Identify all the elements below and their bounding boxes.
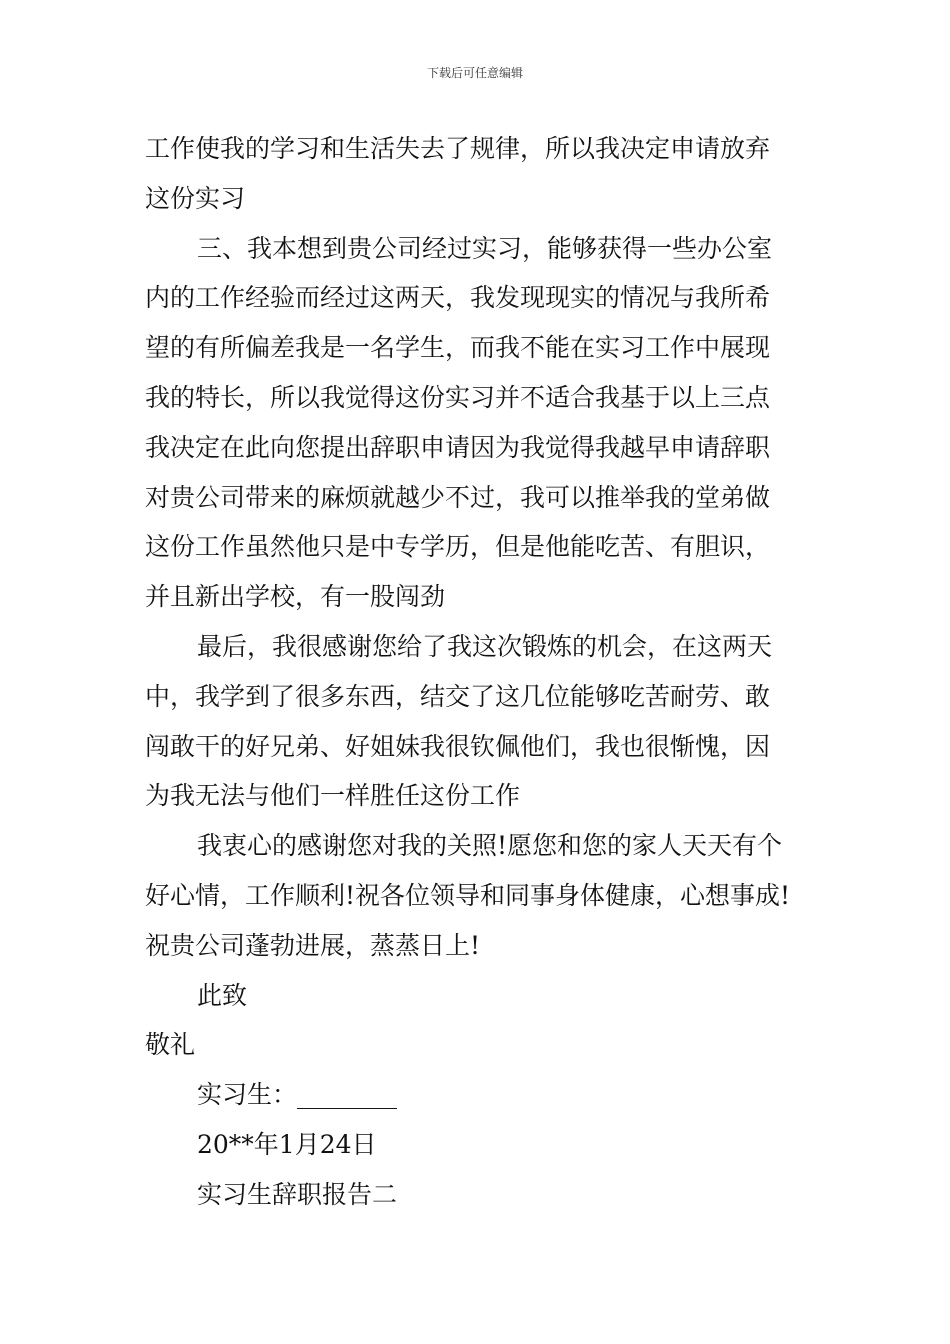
text-line: 望的有所偏差我是一名学生，而我不能在实习工作中展现 (145, 333, 771, 363)
text-line: 我的特长，所以我觉得这份实习并不适合我基于以上三点 (145, 382, 771, 412)
section-title: 实习生辞职报告二 (197, 1179, 398, 1209)
text-line: 我衷心的感谢您对我的关照!愿您和您的家人天天有个 (197, 831, 783, 861)
text-line: 并且新出学校，有一股闯劲 (145, 582, 446, 612)
text-line: 中，我学到了很多东西，结交了这几位能够吃苦耐劳、敢 (145, 681, 771, 711)
text-line: 好心情，工作顺利!祝各位领导和同事身体健康，心想事成! (145, 880, 791, 910)
signature-line: 实习生：________ (197, 1080, 398, 1110)
text-line: 内的工作经验而经过这两天，我发现现实的情况与我所希 (145, 283, 771, 313)
closing-salutation: 此致 (197, 980, 248, 1010)
text-line: 这份实习 (145, 183, 246, 213)
text-line: 最后，我很感谢您给了我这次锻炼的机会，在这两天 (197, 631, 773, 661)
text-line: 为我无法与他们一样胜任这份工作 (145, 781, 521, 811)
text-line: 闯敢干的好兄弟、好姐妹我很钦佩他们，我也很惭愧，因 (145, 731, 771, 761)
text-line: 祝贵公司蓬勃进展，蒸蒸日上! (145, 930, 481, 960)
text-line: 三、我本想到贵公司经过实习，能够获得一些办公室 (197, 233, 773, 263)
text-line: 这份工作虽然他只是中专学历，但是他能吃苦、有胆识， (145, 532, 771, 562)
text-line: 工作使我的学习和生活失去了规律，所以我决定申请放弃 (145, 134, 771, 163)
document-body (145, 124, 825, 1220)
date-line: 20**年1月24日 (197, 1129, 377, 1159)
text-line: 对贵公司带来的麻烦就越少不过，我可以推举我的堂弟做 (145, 482, 771, 512)
text-line: 我决定在此向您提出辞职申请因为我觉得我越早申请辞职 (145, 432, 771, 462)
closing-regards: 敬礼 (145, 1030, 196, 1060)
page-header: 下载后可任意编辑 (426, 66, 523, 80)
